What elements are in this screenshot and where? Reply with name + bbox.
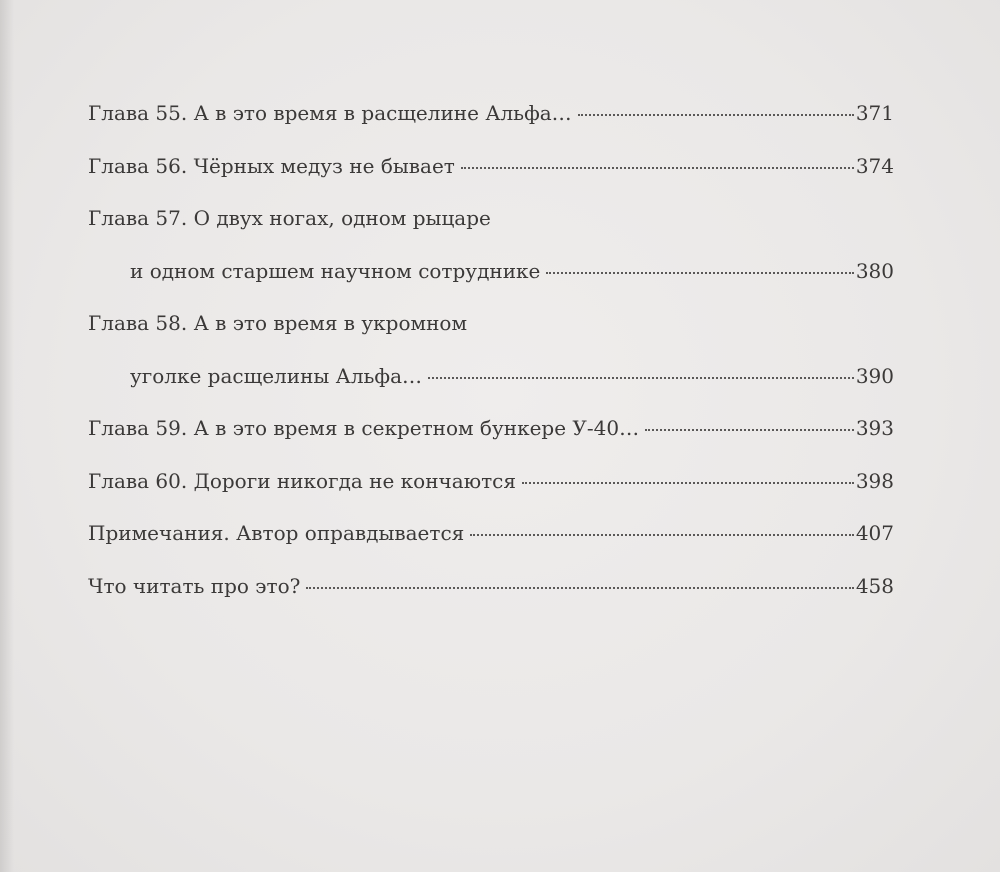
toc-entry-title: Что читать про это? [88, 573, 301, 598]
toc-entry-title: Глава 57. О двух ногах, одном рыцаре [88, 206, 491, 230]
toc-entry-reading [88, 560, 894, 613]
toc-entry-title-continued: и одном старшем научном сотруднике [130, 258, 541, 283]
toc-entry-ch58-line1 [88, 297, 894, 350]
toc-entry-page: 380 [855, 258, 894, 283]
dot-leader [461, 166, 854, 169]
dot-leader [470, 533, 854, 536]
toc-entry-page: 393 [855, 416, 894, 440]
toc-entry-title: Глава 60. Дороги никогда не кончаются [88, 468, 516, 493]
toc-entry-ch57-line1 [88, 192, 894, 245]
toc-entry-page: 398 [855, 468, 894, 493]
toc-entry-ch57-line2 [88, 245, 894, 298]
toc-entry-ch59 [88, 402, 894, 455]
dot-leader [306, 586, 853, 589]
dot-leader [428, 376, 854, 379]
toc-entry-title: Глава 55. А в это время в расщелине Альфа… [88, 101, 572, 125]
page-edge-shadow [0, 0, 14, 872]
dot-leader [578, 113, 854, 116]
toc-entry-ch60 [88, 455, 894, 508]
toc-entry-page: 374 [855, 153, 894, 178]
toc-entry-ch55 [88, 87, 894, 140]
toc-entry-ch56 [88, 140, 894, 193]
toc-entry-page: 458 [855, 573, 894, 598]
dot-leader [546, 271, 853, 274]
toc-entry-title: Глава 56. Чёрных медуз не бывает [88, 153, 455, 178]
dot-leader [645, 428, 854, 431]
toc-entry-page: 390 [855, 363, 894, 388]
toc-entry-title-continued: уголке расщелины Альфа… [130, 363, 423, 388]
toc-entry-title: Примечания. Автор оправдывается [88, 521, 465, 545]
toc-entry-title: Глава 58. А в это время в укромном [88, 311, 468, 335]
toc-entry-page: 371 [855, 101, 894, 125]
toc-entry-title: Глава 59. А в это время в секретном бункере У-40… [88, 416, 640, 440]
table-of-contents [88, 87, 894, 612]
toc-entry-notes [88, 507, 894, 560]
dot-leader [522, 481, 854, 484]
toc-entry-page: 407 [855, 521, 894, 545]
toc-entry-ch58-line2 [88, 350, 894, 403]
